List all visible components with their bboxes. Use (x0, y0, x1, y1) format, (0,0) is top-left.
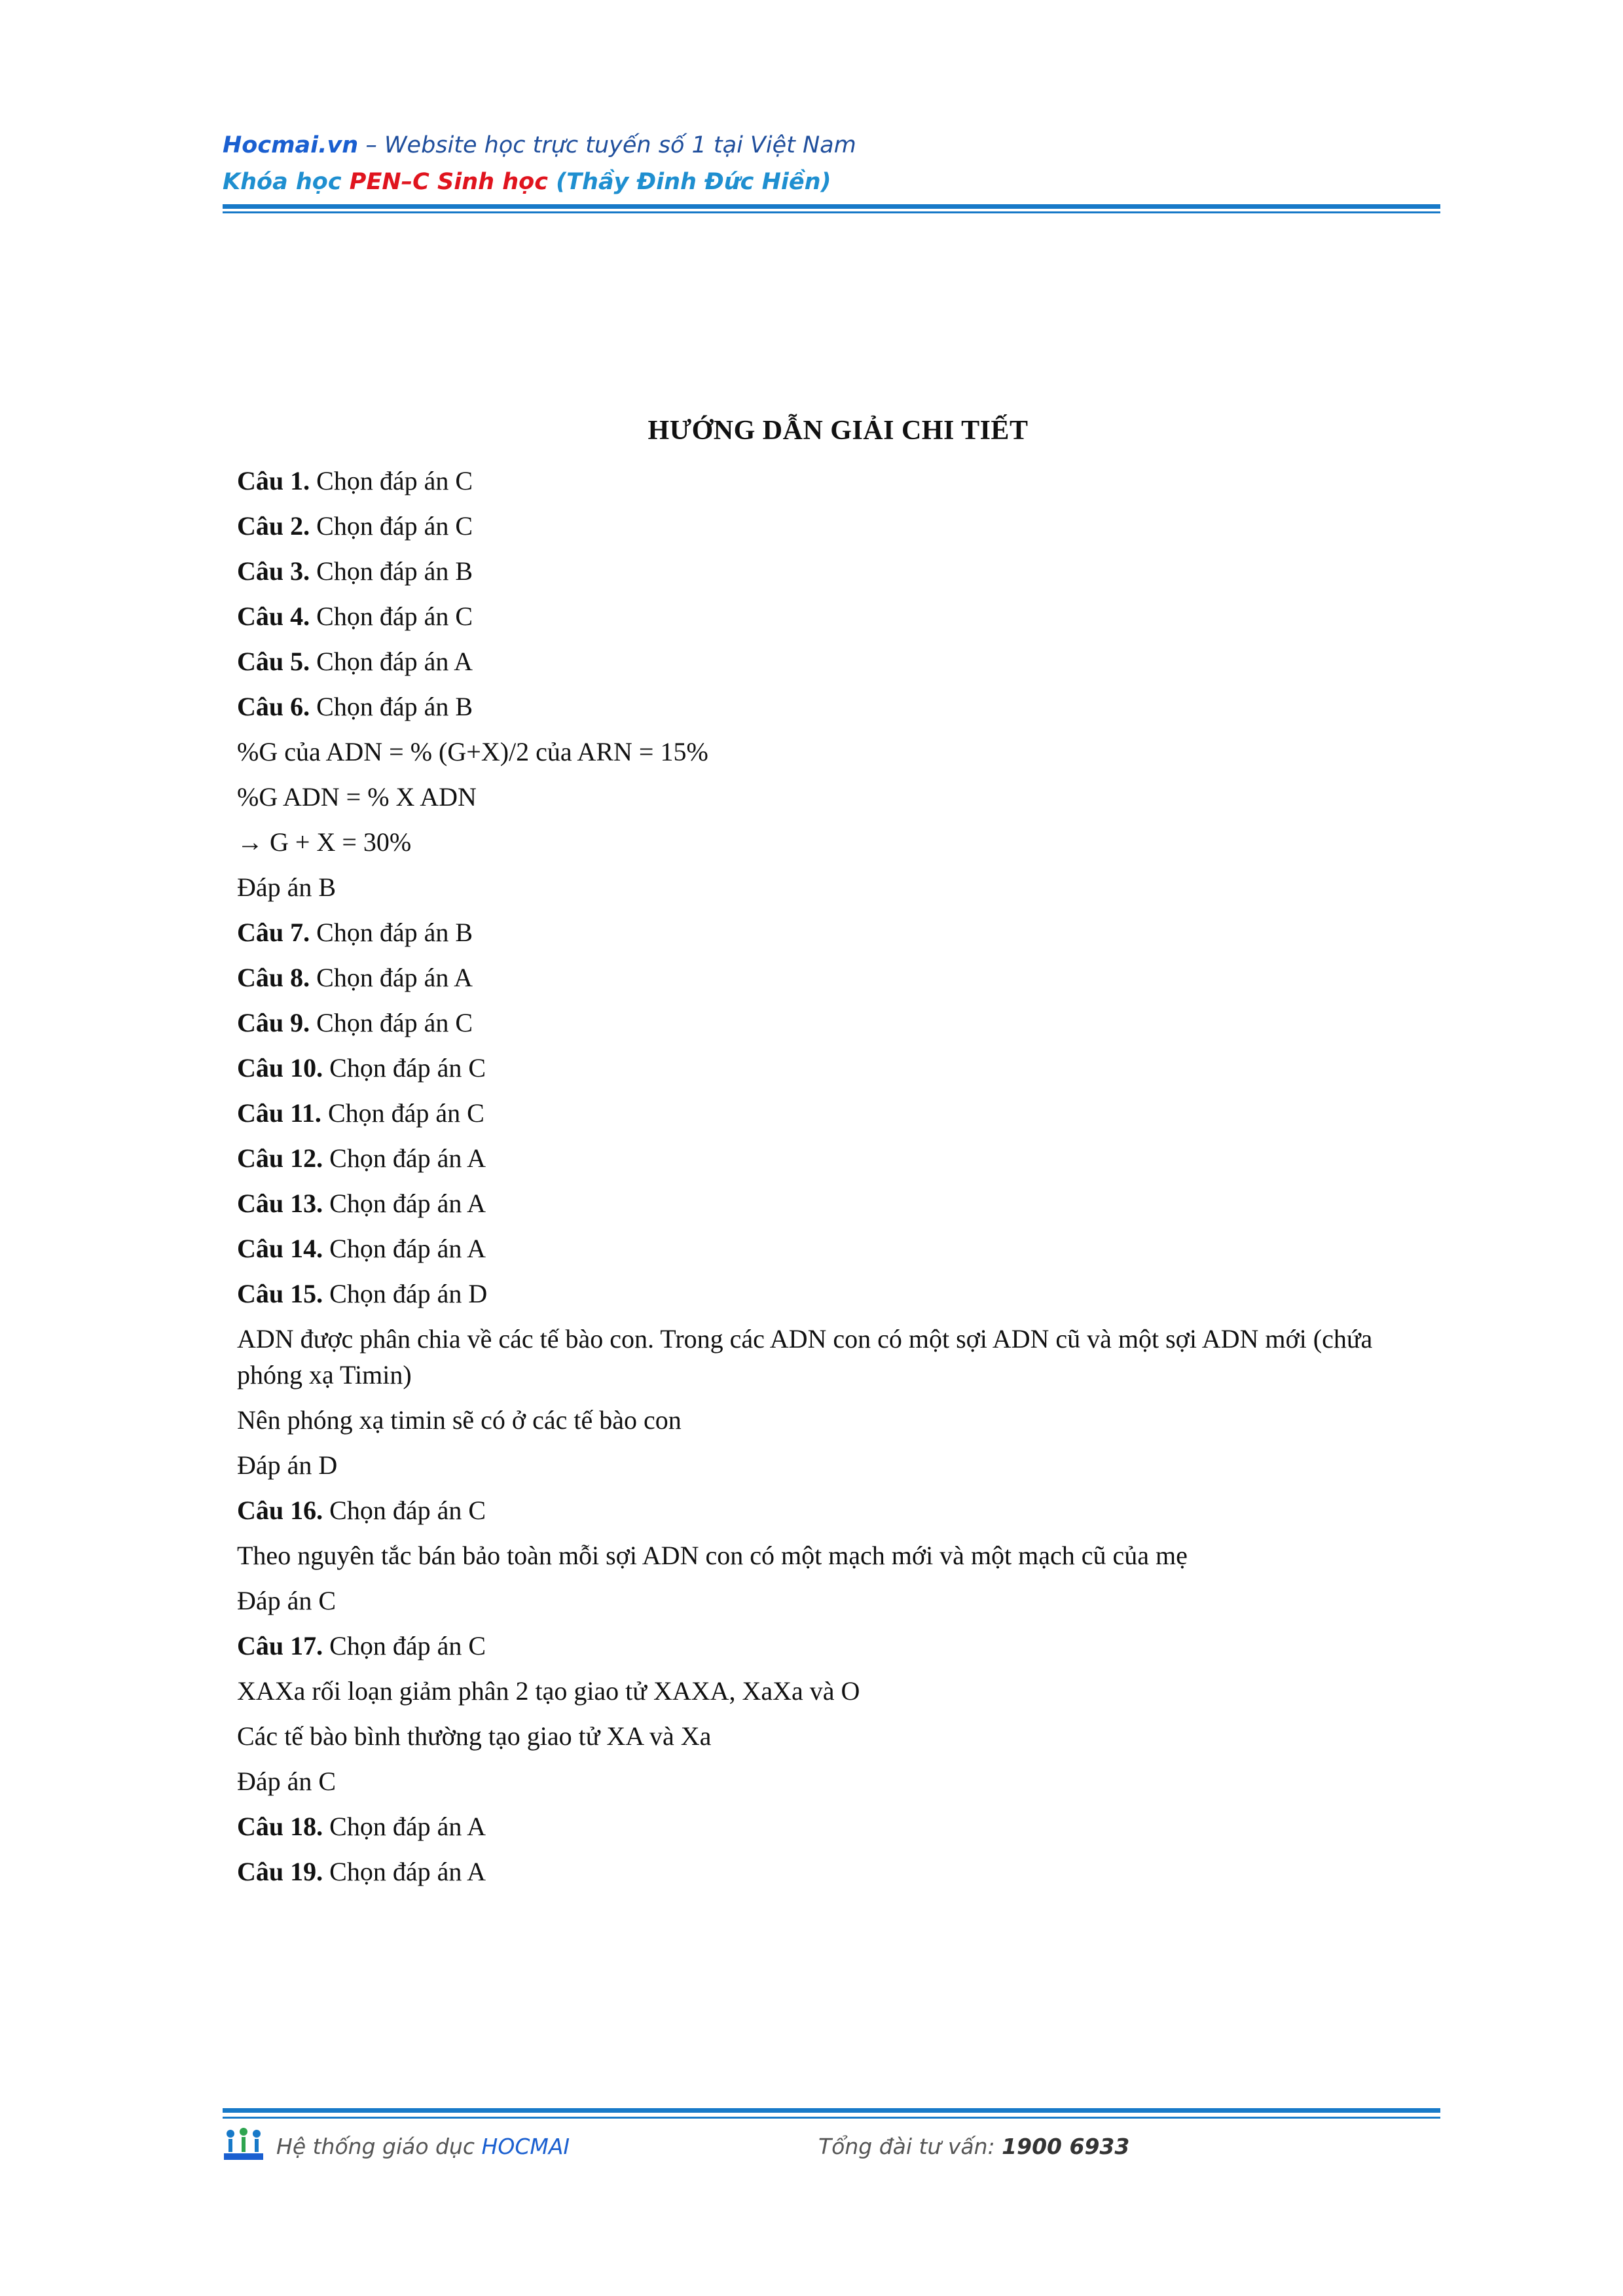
question-line (237, 955, 1439, 1000)
line-text: Chọn đáp án C (323, 1631, 486, 1660)
question-number: Câu 8. (237, 963, 310, 992)
line-text: Chọn đáp án B (310, 556, 473, 586)
line-text: Chọn đáp án C (323, 1496, 486, 1525)
site-name[interactable]: Hocmai.vn (223, 132, 359, 158)
question-number: Câu 5. (237, 647, 310, 676)
line-text: Đáp án D (237, 1450, 338, 1480)
line-text: Chọn đáp án D (323, 1279, 488, 1308)
page-header (223, 128, 1440, 202)
question-number: Câu 6. (237, 692, 310, 721)
question-line (237, 594, 1439, 639)
answer-list (237, 458, 1439, 1894)
footer-rule-thin (223, 2117, 1440, 2119)
question-number: Câu 9. (237, 1008, 310, 1037)
question-line (237, 639, 1439, 684)
line-text: XAXa rối loạn giảm phân 2 tạo giao tử XAXA, XaXa và O (237, 1676, 860, 1706)
course-name: PEN–C Sinh học (349, 169, 548, 195)
question-number: Câu 11. (237, 1098, 321, 1128)
footer-brand[interactable]: HOCMAI (481, 2134, 570, 2159)
line-text: %G ADN = % X ADN (237, 782, 477, 812)
question-line (237, 1804, 1439, 1849)
question-number: Câu 13. (237, 1189, 323, 1218)
line-text: %G của ADN = % (G+X)/2 của ARN = 15% (237, 737, 708, 766)
question-number: Câu 12. (237, 1143, 323, 1173)
line-text: Chọn đáp án C (310, 511, 473, 541)
question-number: Câu 7. (237, 918, 310, 947)
explanation-line (237, 1533, 1439, 1578)
explanation-line (237, 1668, 1439, 1713)
question-line (237, 1271, 1439, 1316)
line-text: Chọn đáp án B (310, 692, 473, 721)
question-line (237, 1045, 1439, 1090)
line-text: ADN được phân chia về các tế bào con. Trong các ADN con có một sợi ADN cũ và một sợi ADN mới (chứa phóng xạ Timin) (237, 1324, 1373, 1390)
line-text: Chọn đáp án B (310, 918, 473, 947)
question-number: Câu 15. (237, 1279, 323, 1308)
page-footer (223, 2126, 1440, 2165)
footer-system (276, 2134, 570, 2159)
question-line (237, 1623, 1439, 1668)
line-text: Chọn đáp án C (321, 1098, 484, 1128)
hocmai-logo-icon (223, 2127, 264, 2165)
explanation-line (237, 1759, 1439, 1804)
footer-rule-thick (223, 2108, 1440, 2113)
line-text: Đáp án C (237, 1586, 337, 1615)
line-text: Chọn đáp án A (323, 1857, 486, 1886)
question-line (237, 1849, 1439, 1894)
explanation-line (237, 1713, 1439, 1759)
question-number: Câu 17. (237, 1631, 323, 1660)
question-line (237, 684, 1439, 729)
hotline-number[interactable]: 1900 6933 (1002, 2134, 1130, 2159)
question-line (237, 458, 1439, 503)
header-rule-thin (223, 211, 1440, 213)
line-text: Các tế bào bình thường tạo giao tử XA và Xa (237, 1721, 712, 1751)
line-text: Chọn đáp án C (323, 1053, 486, 1083)
line-text: Chọn đáp án A (310, 963, 473, 992)
site-tagline: – Website học trực tuyến số 1 tại Việt Nam (358, 132, 856, 158)
line-text: Chọn đáp án A (323, 1234, 486, 1263)
line-text: Nên phóng xạ timin sẽ có ở các tế bào con (237, 1405, 682, 1435)
line-text: Chọn đáp án C (310, 466, 473, 495)
question-number: Câu 16. (237, 1496, 323, 1525)
explanation-line (237, 1397, 1439, 1443)
question-number: Câu 4. (237, 601, 310, 631)
line-text: Chọn đáp án A (323, 1812, 486, 1841)
footer-hotline (818, 2134, 1129, 2159)
question-number: Câu 2. (237, 511, 310, 541)
line-text: Chọn đáp án A (323, 1143, 486, 1173)
hotline-label: Tổng đài tư vấn: (818, 2134, 1002, 2159)
question-line (237, 548, 1439, 594)
line-text: Chọn đáp án A (310, 647, 473, 676)
question-line (237, 1181, 1439, 1226)
question-number: Câu 18. (237, 1812, 323, 1841)
line-text: Chọn đáp án C (310, 601, 473, 631)
line-text: → G + X = 30% (237, 827, 412, 857)
question-line (237, 1226, 1439, 1271)
explanation-line (237, 1578, 1439, 1623)
explanation-line (237, 774, 1439, 819)
explanation-line (237, 1316, 1439, 1397)
site-line (223, 128, 1440, 162)
line-text: Đáp án B (237, 872, 337, 902)
explanation-line (237, 819, 1439, 865)
question-number: Câu 14. (237, 1234, 323, 1263)
question-line (237, 1488, 1439, 1533)
document-body (237, 403, 1439, 1894)
course-prefix: Khóa học (223, 169, 350, 195)
question-number: Câu 1. (237, 466, 310, 495)
question-number: Câu 19. (237, 1857, 323, 1886)
question-line (237, 1136, 1439, 1181)
question-line (237, 1090, 1439, 1136)
line-text: Theo nguyên tắc bán bảo toàn mỗi sợi ADN con có một mạch mới và một mạch cũ của mẹ (237, 1541, 1188, 1570)
question-number: Câu 10. (237, 1053, 323, 1083)
explanation-line (237, 865, 1439, 910)
question-line (237, 910, 1439, 955)
page-title: HƯỚNG DẪN GIẢI CHI TIẾT (647, 416, 1029, 446)
explanation-line (237, 1443, 1439, 1488)
line-text: Chọn đáp án A (323, 1189, 486, 1218)
line-text: Chọn đáp án C (310, 1008, 473, 1037)
explanation-line (237, 729, 1439, 774)
course-line (223, 162, 1440, 202)
teacher-name: (Thầy Đinh Đức Hiền) (547, 169, 831, 195)
line-text: Đáp án C (237, 1767, 337, 1796)
footer-system-label: Hệ thống giáo dục (276, 2134, 482, 2159)
header-rule-thick (223, 204, 1440, 209)
question-number: Câu 3. (237, 556, 310, 586)
question-line (237, 1000, 1439, 1045)
question-line (237, 503, 1439, 548)
